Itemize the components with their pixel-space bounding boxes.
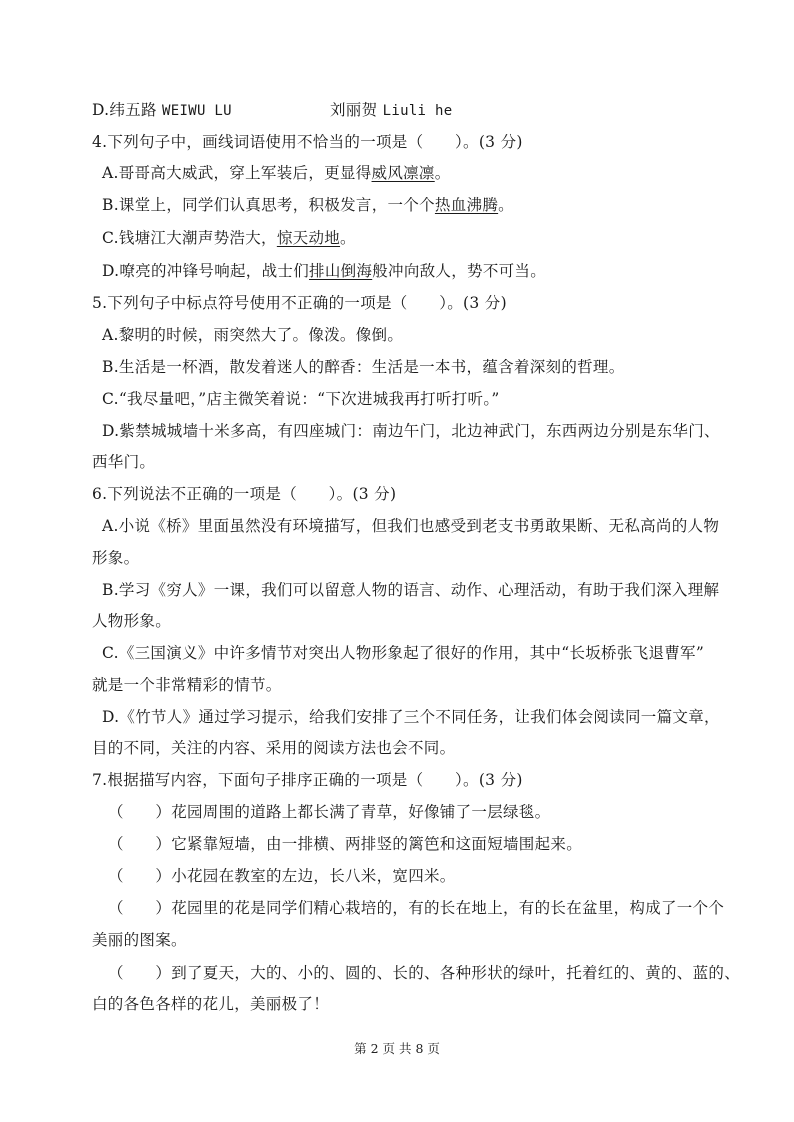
question-6-option-a-line-1: A.小说《桥》里面虽然没有环境描写，但我们也感受到老支书勇敢果断、无私高尚的人物 bbox=[102, 517, 720, 535]
question-4-option-a bbox=[102, 162, 451, 184]
page-footer: 第 2 页 共 8 页 bbox=[354, 1041, 440, 1056]
question-4-option-c bbox=[102, 227, 356, 249]
question-7: 7.根据描写内容，下面句子排序正确的一项是（ ）。(3 分) bbox=[92, 771, 523, 789]
option-d-road-chinese: D.纬五路 bbox=[92, 101, 163, 119]
question-7-sentence-3: （ ）小花园在教室的左边，长八米，宽四米。 bbox=[108, 867, 456, 885]
option-text: B.课堂上，同学们认真思考，积极发言，一个个 bbox=[102, 196, 435, 214]
option-d-name-chinese: 刘丽贺 bbox=[330, 101, 383, 119]
option-d-name-line bbox=[330, 99, 452, 122]
option-text: 。 bbox=[340, 229, 356, 247]
question-5: 5.下列句子中标点符号使用不正确的一项是（ ）。(3 分) bbox=[92, 294, 507, 312]
question-4: 4.下列句子中，画线词语使用不恰当的一项是（ ）。(3 分) bbox=[92, 133, 523, 151]
option-text: A.哥哥高大威武，穿上军装后，更显得 bbox=[102, 164, 372, 182]
question-5-option-a: A.黎明的时候，雨突然大了。像泼。像倒。 bbox=[102, 326, 404, 344]
option-d-road-line bbox=[92, 99, 232, 122]
question-7-sentence-1: （ ）花园周围的道路上都长满了青草，好像铺了一层绿毯。 bbox=[108, 803, 551, 821]
question-4-option-b bbox=[102, 194, 514, 216]
question-6-option-b-line-1: B.学习《穷人》一课，我们可以留意人物的语言、动作、心理活动，有助于我们深入理解 bbox=[102, 581, 720, 599]
underlined-word: 排山倒海 bbox=[309, 262, 373, 280]
question-4-option-d bbox=[102, 260, 546, 282]
underlined-word: 热血沸腾 bbox=[434, 196, 499, 214]
option-text: 。 bbox=[434, 164, 451, 182]
question-6-option-c-line-2: 就是一个非常精彩的情节。 bbox=[92, 676, 282, 694]
option-d-road-pinyin: WEIWU LU bbox=[162, 103, 232, 119]
question-5-option-c: C.“我尽量吧，”店主微笑着说：“下次进城我再打听打听。” bbox=[102, 390, 500, 408]
underlined-word: 威风凛凛 bbox=[371, 164, 435, 182]
underlined-word: 惊天动地 bbox=[276, 229, 341, 247]
option-text: C.钱塘江大潮声势浩大， bbox=[102, 229, 277, 247]
option-text: 般冲向敌人，势不可当。 bbox=[372, 262, 547, 280]
question-5-option-d-line-1: D.紫禁城城墙十米多高，有四座城门：南边午门，北边神武门，东西两边分别是东华门、 bbox=[102, 422, 720, 440]
question-6-option-d-line-2: 目的不同，关注的内容、采用的阅读方法也会不同。 bbox=[92, 739, 456, 757]
option-text: 。 bbox=[498, 196, 514, 214]
question-6-option-c-line-1: C.《三国演义》中许多情节对突出人物形象起了很好的作用，其中“长坂桥张飞退曹军” bbox=[102, 644, 705, 662]
option-d-name-pinyin: Liuli he bbox=[382, 103, 453, 119]
question-7-sentence-5-line-2: 白的各色各样的花儿，美丽极了！ bbox=[92, 995, 330, 1013]
question-7-sentence-4-line-1: （ ）花园里的花是同学们精心栽培的，有的长在地上，有的长在盆里，构成了一个个 bbox=[108, 899, 725, 917]
question-7-sentence-2: （ ）它紧靠短墙，由一排横、两排竖的篱笆和这面短墙围起来。 bbox=[108, 835, 583, 853]
question-6-option-d-line-1: D.《竹节人》通过学习提示，给我们安排了三个不同任务，让我们体会阅读同一篇文章， bbox=[102, 708, 720, 726]
question-5-option-b: B.生活是一杯酒，散发着迷人的醉香：生活是一本书，蕴含着深刻的哲理。 bbox=[102, 358, 625, 376]
question-7-sentence-4-line-2: 美丽的图案。 bbox=[92, 931, 187, 949]
question-7-sentence-5-line-1: （ ）到了夏天，大的、小的、圆的、长的、各种形状的绿叶，托着红的、黄的、蓝的、 bbox=[108, 964, 741, 982]
option-text: D.嘹亮的冲锋号响起，战士们 bbox=[102, 262, 310, 280]
question-6-option-a-line-2: 形象。 bbox=[92, 549, 140, 567]
question-5-option-d-line-2: 西华门。 bbox=[92, 453, 156, 471]
question-6-option-b-line-2: 人物形象。 bbox=[92, 612, 172, 630]
question-6: 6.下列说法不正确的一项是（ ）。(3 分) bbox=[92, 485, 397, 503]
